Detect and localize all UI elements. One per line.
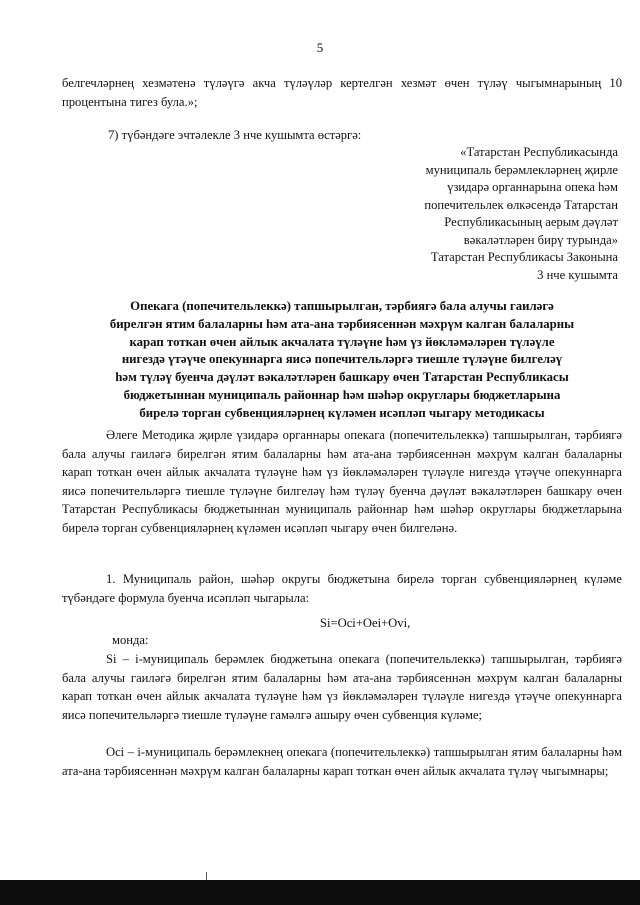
epigraph-line: «Татарстан Республикасында — [460, 145, 618, 159]
epigraph-line: үзидарә органнарына опека һәм — [447, 180, 618, 194]
title-line: Опекага (попечительлеккә) тапшырылган, тәрбиягә бала алучы гаиләгә — [130, 299, 554, 313]
si-definition: Si – i-муниципаль берәмлек бюджетына опекага (попечительлеккә) тапшырылган, тәрбиягә бала алучы гаиләгә бирелгән ятим балаларны һәм ата-ана тәрбиясеннән мәхрүм калган балаларны карап тоткан өчен айлык акчалата түләүне һәм үз йөкләмәләрен түләүле нигездә үтәүче опекуннарга яисә попечительләргә тиешле түләүне гамәлгә ашыру өчен субвенция күләме; — [62, 652, 622, 722]
oci-definition: Осi – i-муниципаль берәмлекнең опекага (попечительлеккә) тапшырылган ятим балаларны һәм ата-ана тәрбиясеннән мәхрүм калган балаларны карап тоткан өчен айлык акчалата түләү чыгымнары; — [62, 745, 622, 778]
title-line: бирелгән ятим балаларны һәм ата-ана тәрбиясеннән мәхрүм калган балаларны — [109, 316, 575, 331]
formula: Si=Oci+Oei+Ovi, — [320, 616, 411, 630]
title-line: нигездә үтәүче опекуннарга яисә попечительләргә тиешле түләүне билгеләү — [121, 352, 563, 367]
title-line: һәм түләү буенча дәүләт вәкаләтләрен башкару өчен Татарстан Республикасы — [115, 370, 569, 385]
page-number: 5 — [316, 40, 324, 55]
epigraph-line: вәкаләтләрен бирү турында» — [463, 232, 618, 247]
title-line: бирелә торган субвенцияләрнең күләмен исәпләп чыгару методикасы — [139, 405, 545, 420]
title-line: карап тоткан өчен айлык акчалата түләүне һәм үз йөкләмәләрен түләүле — [129, 334, 555, 349]
epigraph-line: попечительлек өлкәсендә Татарстан — [424, 197, 618, 212]
epigraph-line: Татарстан Республикасы Законына — [430, 250, 618, 264]
methodology-paragraph: Әлеге Методика җирле үзидарә органнары опекага (попечительлеккә) тапшырылган, тәрбиягә бала алучы гаиләгә бирелгән ятим балаларны һәм ата-ана тәрбиясеннән мәхрүм калган балаларны карап тоткан өчен айлык акчалата түләүне һәм үз йөкләмәләрен түләүле нигездә үтәүче опекуннарга яисә попечительләргә тиешле түләүне билгеләү һәм түләү буенча дәүләт вәкаләтләрен башкару өчен Татарстан Республикасы бюджетыннан муниципаль районнар һәм шәһәр округлары бюджетларына бирелә торган субвенцияләрнең күләмен исәпләп чыгару өчен билгеләнә. — [62, 428, 622, 535]
appendix-epigraph — [298, 144, 618, 284]
intro-paragraph: белгечләрнең хезмәтенә түләүгә акча түләүләр кертелгән хезмәт өчен түләү чыгымнарының 10 процентына тигез була.»; — [62, 76, 622, 109]
epigraph-line: Республикасының аерым дәүләт — [444, 215, 618, 229]
epigraph-line: муниципаль берәмлекләрнең җирле — [425, 162, 618, 177]
epigraph-line: 3 нче кушымта — [537, 267, 618, 282]
scan-border — [0, 880, 640, 905]
item-7-text: 7) түбәндәге эчтәлекле 3 нче кушымта өстәргә: — [108, 128, 362, 142]
where-label: монда: — [112, 633, 149, 647]
scan-mark — [206, 872, 207, 880]
point-1-paragraph: 1. Муниципаль район, шәһәр округы бюджетына бирелә торган субвенцияләрнең күләме түбәндәге формула буенча исәпләп чыгарыла: — [62, 572, 622, 605]
title-line: бюджетыннан муниципаль районнар һәм шәһәр округлары бюджетларына — [123, 387, 561, 402]
methodology-title — [58, 298, 626, 423]
